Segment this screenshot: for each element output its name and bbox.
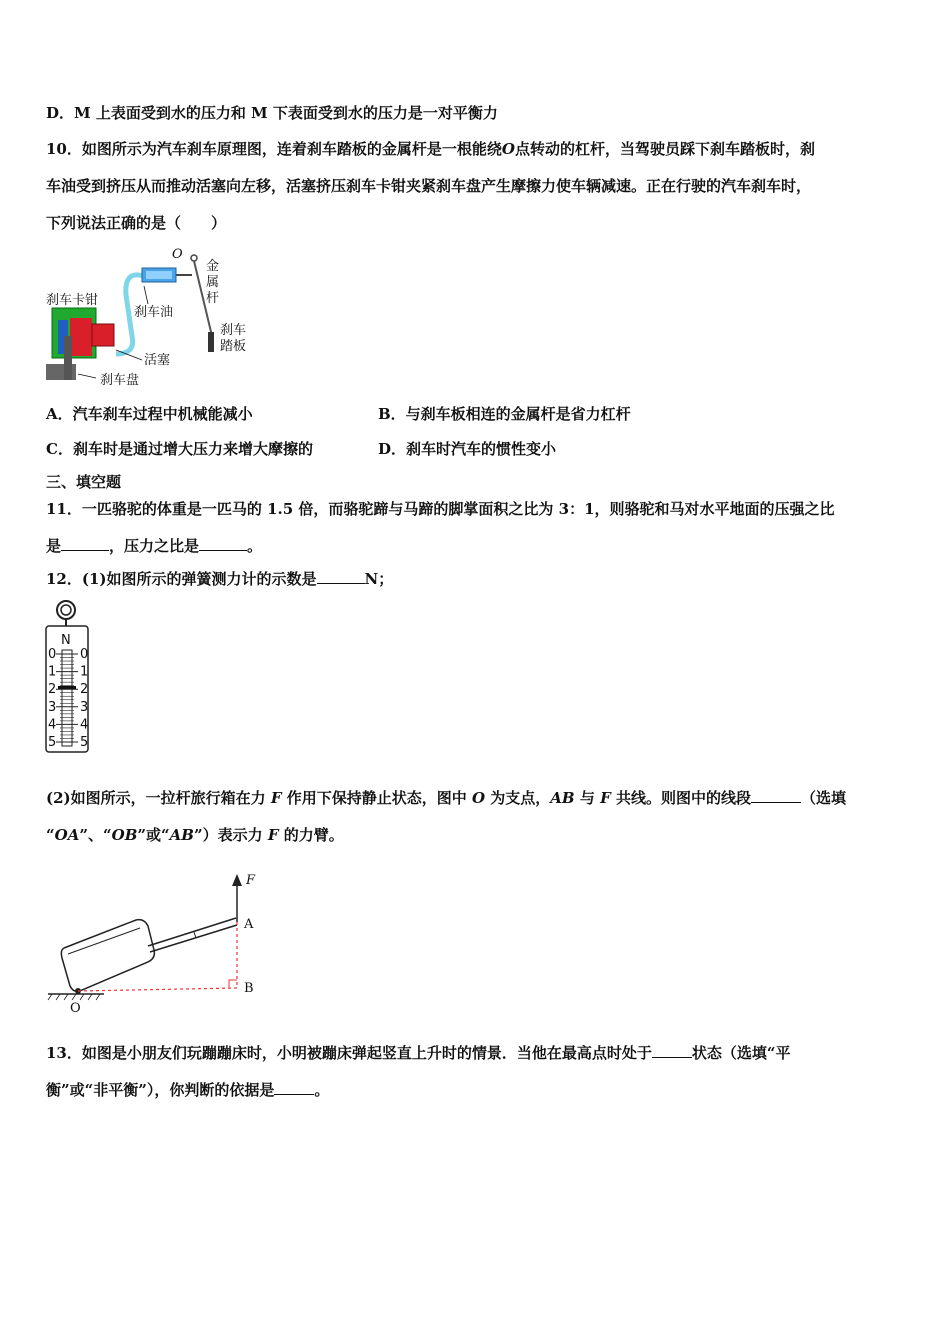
scale-tick-label-left: 0	[48, 647, 57, 662]
q12-p2-ab: AB	[550, 789, 575, 807]
q12-p2-quote-4: ”）表示力	[193, 826, 268, 844]
q13-text-a: 13．如图是小朋友们玩蹦蹦床时，小明被蹦床弹起竖直上升时的情景．当他在最高点时处于	[46, 1044, 652, 1062]
pedal	[208, 332, 214, 352]
fig-label-oil: 刹车油	[134, 305, 174, 320]
fig-label-rod-2: 属	[206, 275, 220, 290]
q13-text-b: 状态（选填“平	[691, 1044, 791, 1062]
scale-tick-label-right: 5	[80, 735, 89, 750]
q10-option-d: D．刹车时汽车的惯性变小	[378, 440, 557, 458]
fig-label-rod-3: 杆	[206, 291, 220, 306]
q10-stem-line1	[46, 138, 815, 159]
q12-part2-line2	[46, 824, 344, 845]
q12-blank-2[interactable]	[751, 788, 801, 803]
fig-label-o: O	[172, 247, 183, 262]
q12-p2-quote-1: “	[46, 826, 55, 844]
pivot-o	[191, 255, 197, 261]
spring-scale-diagram	[44, 598, 94, 758]
q12-p2-text-a: (2)如图所示，一拉杆旅行箱在力	[46, 789, 271, 807]
q12-p2-f: F	[270, 789, 282, 807]
q11-blank-1[interactable]	[61, 536, 109, 551]
scale-tick-label-right: 1	[80, 664, 89, 680]
label-o: O	[70, 1001, 81, 1016]
q10-text: 10．如图所示为汽车刹车原理图，连着刹车踏板的金属杆是一根能绕	[46, 140, 502, 158]
q13-blank-2[interactable]	[274, 1080, 314, 1095]
dashed-line-ob	[78, 988, 237, 991]
force-arrowhead	[232, 874, 242, 886]
q13-text-c: 衡”或“非平衡”），你判断的依据是	[46, 1081, 275, 1099]
q12-p2-o: O	[471, 789, 486, 807]
q12-blank-1[interactable]	[317, 569, 365, 584]
q9-option-d: D．M 上表面受到水的压力和 M 下表面受到水的压力是一对平衡力	[46, 104, 498, 122]
q12-p2-text-b: 作用下保持静止状态，图中	[281, 789, 472, 807]
q12-part1	[46, 568, 393, 589]
q12-p2-f3: F	[267, 826, 279, 844]
scale-tick-label-right: 4	[80, 717, 89, 733]
q13-line2	[46, 1079, 329, 1100]
scale-unit: N	[61, 633, 71, 648]
q12-text-a: 12．(1)如图所示的弹簧测力计的示数是	[46, 570, 317, 588]
q11-text-a: 是	[46, 537, 62, 555]
scale-indicator	[58, 686, 76, 689]
q13-line1	[46, 1042, 791, 1063]
q12-p2-text-g: 的力臂。	[278, 826, 344, 844]
suitcase-diagram	[44, 870, 284, 1020]
q12-p2-text-f: （选填	[800, 789, 846, 807]
q11-line1: 11．一匹骆驼的体重是一匹马的 1.5 倍，而骆驼蹄与马蹄的脚掌面积之比为 3：1，则骆驼和马对水平地面的压强之比	[46, 500, 835, 518]
scale-tick-label-right: 3	[80, 699, 89, 715]
q13-blank-1[interactable]	[652, 1043, 692, 1058]
q12-p2-f2: F	[600, 789, 611, 807]
q12-p2-text-e: 共线。则图中的线段	[610, 789, 751, 807]
fig-label-rod-1: 金	[206, 259, 220, 274]
scale-tick-label-left: 4	[48, 717, 57, 733]
q10-option-c: C．刹车时是通过增大压力来增大摩擦的	[46, 440, 313, 458]
scale-tick-label-left: 5	[48, 735, 57, 750]
label-a: A	[244, 917, 254, 932]
q10-o: O	[501, 140, 515, 158]
scale-tick-label-right: 2	[80, 682, 89, 698]
q12-p2-ab2: AB	[169, 826, 194, 844]
scale-tick-label-right: 0	[80, 647, 89, 662]
q10-stem-line2: 车油受到挤压从而推动活塞向左移，活塞挤压刹车卡钳夹紧刹车盘产生摩擦力使车辆减速。正在行驶的汽车刹车时，	[46, 177, 812, 195]
q10-stem-line3: 下列说法正确的是（ ）	[46, 214, 227, 232]
q10-text-b: 点转动的杠杆，当驾驶员踩下刹车踏板时，刹	[514, 140, 815, 158]
right-angle-mark	[229, 980, 237, 988]
q10-option-a: A．汽车刹车过程中机械能减小	[46, 405, 253, 423]
q10-option-b: B．与刹车板相连的金属杆是省力杠杆	[378, 405, 631, 423]
brake-diagram	[44, 240, 274, 390]
q12-p2-quote-2: ”、“	[79, 826, 112, 844]
q11-text-b: ，压力之比是	[109, 537, 200, 555]
q11-line2	[46, 535, 262, 556]
q12-text-b: N；	[364, 570, 394, 588]
q12-p2-quote-3: ”或“	[137, 826, 170, 844]
fig-label-pedal-1: 刹车	[220, 323, 247, 338]
q11-blank-2[interactable]	[199, 536, 247, 551]
q12-p2-text-c: 为支点，	[485, 789, 551, 807]
scale-tick-label-left: 3	[48, 699, 57, 715]
scale-tick-label-left: 1	[48, 664, 57, 680]
q13-text-d: 。	[314, 1081, 330, 1099]
fig-label-disc: 刹车盘	[100, 373, 140, 388]
scale-ring	[57, 601, 75, 619]
fig-label-piston: 活塞	[144, 353, 171, 368]
suitcase-handle	[148, 918, 236, 946]
q12-part2-line1	[46, 787, 846, 808]
q11-text-c: 。	[247, 537, 263, 555]
q12-p2-ob: OB	[111, 826, 138, 844]
label-f: F	[246, 873, 256, 888]
q12-p2-oa: OA	[54, 826, 80, 844]
suitcase-body	[61, 920, 154, 992]
q12-p2-text-d: 与	[574, 789, 601, 807]
fig-label-caliper: 刹车卡钳	[46, 293, 99, 308]
label-b: B	[244, 981, 254, 996]
section-heading: 三、填空题	[46, 473, 122, 491]
scale-tick-label-left: 2	[48, 682, 57, 698]
fig-label-pedal-2: 踏板	[220, 339, 247, 354]
